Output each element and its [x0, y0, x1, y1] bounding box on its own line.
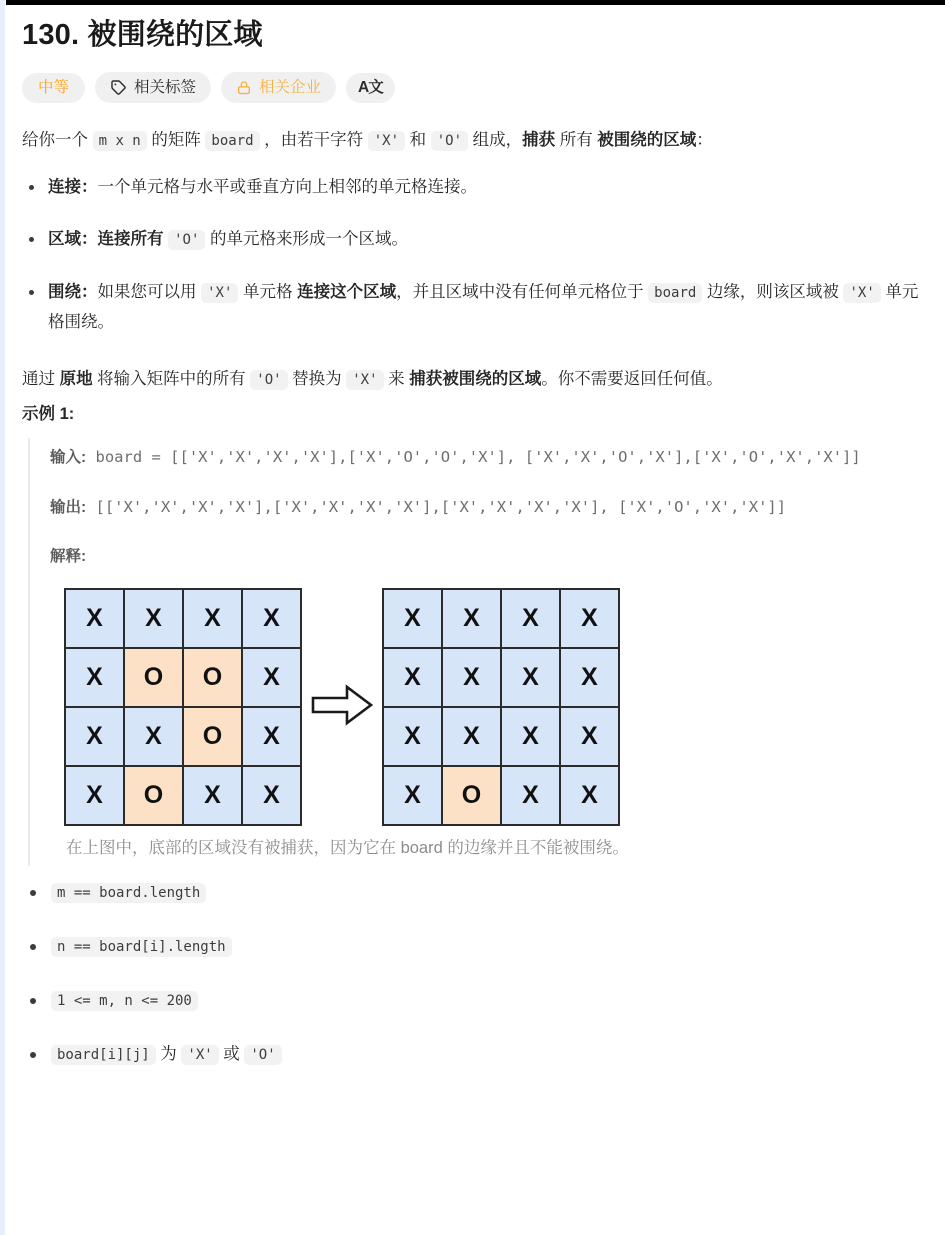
summary-text-4: 来: [383, 369, 410, 388]
rule-item-connect: [22, 172, 931, 203]
rule-bold-connect-region: 连接这个区域: [297, 282, 397, 301]
board-cell: X: [184, 590, 241, 647]
example-input-label: 输入:: [50, 449, 87, 467]
related-companies-label: 相关企业: [259, 79, 322, 96]
code-board: board: [205, 131, 259, 151]
rule-text-s3: ，并且区域中没有任何单元格位于: [396, 282, 649, 301]
example-diagram: [64, 588, 931, 826]
constraint-text-is: 为: [155, 1045, 182, 1064]
constraint-code-m: m == board.length: [51, 883, 206, 903]
summary-text-5: 。你不需要返回任何值。: [541, 369, 723, 388]
summary-bold-inplace: 原地: [59, 369, 93, 388]
board-cell: X: [502, 590, 559, 647]
rule-term-region: 区域：: [48, 230, 98, 249]
code-char-x-surround: 'X': [201, 283, 238, 303]
summary-text-1: 通过: [22, 369, 60, 388]
summary-text-2: 将输入矩阵中的所有: [92, 369, 251, 388]
board-cell: X: [502, 767, 559, 824]
board-cell: X: [384, 590, 441, 647]
board-cell: X: [125, 590, 182, 647]
constraint-item-m: [22, 878, 931, 906]
page-title: 130. 被围绕的区域: [22, 19, 263, 51]
rule-text-s1: 如果您可以用: [97, 282, 202, 301]
constraint-text-or: 或: [218, 1045, 245, 1064]
intro-text-4: 和: [405, 131, 431, 150]
code-board-surround: board: [648, 283, 702, 303]
example-output-line: [50, 492, 931, 523]
board-cell: X: [443, 590, 500, 647]
example-explain-label: 解释:: [50, 547, 87, 565]
intro-text-6: 所有: [555, 131, 598, 150]
intro-bold-regions: 被围绕的区域: [597, 131, 697, 150]
difficulty-label: 中等: [38, 79, 70, 96]
code-char-o: 'O': [431, 131, 468, 151]
board-cell: X: [502, 649, 559, 706]
intro-bold-capture: 捕获: [522, 131, 556, 150]
board-cell: X: [66, 649, 123, 706]
board-cell: X: [243, 590, 300, 647]
rule-item-region: [22, 224, 931, 255]
code-char-o-region: 'O': [168, 230, 205, 250]
related-tags-badge[interactable]: [95, 72, 211, 103]
rule-text-s5: 单元格围绕。: [48, 282, 919, 332]
translate-badge[interactable]: [346, 73, 395, 103]
related-tags-label: 相关标签: [134, 79, 197, 96]
rule-bold-connect-all: 连接所有: [97, 230, 164, 249]
translate-icon: A文: [358, 79, 383, 96]
board-cell: X: [243, 649, 300, 706]
rule-text-region: 的单元格来形成一个区域。: [209, 230, 408, 249]
intro-text-2: 的矩阵: [146, 131, 206, 150]
board-cell: X: [561, 767, 618, 824]
example-input-line: [50, 442, 931, 473]
board-cell: X: [66, 590, 123, 647]
board-cell: X: [66, 767, 123, 824]
constraint-item-values: [22, 1040, 931, 1068]
badge-row: [22, 72, 931, 103]
board-cell: X: [384, 708, 441, 765]
rule-term-surround: 围绕：: [48, 282, 98, 301]
board-cell: X: [384, 767, 441, 824]
tag-icon: [110, 79, 127, 96]
rules-list: [22, 172, 931, 338]
rule-text-s2: 单元格: [238, 282, 298, 301]
board-cell: O: [184, 708, 241, 765]
board-cell: X: [66, 708, 123, 765]
code-char-o-summary: 'O': [250, 370, 287, 390]
example-explain-line: [50, 541, 931, 572]
constraint-code-o: 'O': [244, 1045, 281, 1065]
board-cell: X: [561, 708, 618, 765]
example-heading: 示例 1:: [22, 405, 75, 424]
board-cell: X: [184, 767, 241, 824]
constraint-code-range: 1 <= m, n <= 200: [51, 991, 198, 1011]
board-cell: X: [443, 649, 500, 706]
example-note: 在上图中，底部的区域没有被捕获，因为它在 board 的边缘并且不能被围绕。: [66, 839, 629, 857]
problem-page: [6, 5, 945, 1094]
difficulty-badge[interactable]: [22, 73, 85, 103]
code-char-x-summary: 'X': [346, 370, 383, 390]
board-cell: X: [243, 767, 300, 824]
example-block: [28, 438, 931, 866]
code-m-x-n: m x n: [93, 131, 147, 151]
example-output-value: [['X','X','X','X'],['X','X','X','X'],['X','X','X','X'], ['X','O','X','X']]: [95, 497, 787, 516]
constraint-item-range: [22, 986, 931, 1014]
summary-bold-capture: 捕获被围绕的区域: [409, 369, 542, 388]
intro-text-7: ：: [696, 131, 713, 150]
intro-text-5: 组成，: [468, 131, 523, 150]
board-cell: X: [384, 649, 441, 706]
arrow-container: [302, 682, 382, 733]
intro-text-3: ，由若干字符: [259, 131, 368, 150]
rule-text-s4: 边缘，则该区域被: [702, 282, 844, 301]
board-grid-after: [382, 588, 620, 826]
lock-icon: [236, 79, 252, 96]
code-char-x: 'X': [368, 131, 405, 151]
board-grid-before: [64, 588, 302, 826]
rule-text-connect: 一个单元格与水平或垂直方向上相邻的单元格连接。: [97, 177, 477, 196]
constraint-code-cell: board[i][j]: [51, 1045, 156, 1065]
constraint-code-n: n == board[i].length: [51, 937, 232, 957]
related-companies-badge[interactable]: [221, 72, 336, 103]
board-cell: O: [184, 649, 241, 706]
board-cell: X: [502, 708, 559, 765]
example-output-label: 输出:: [50, 498, 87, 516]
intro-text-1: 给你一个: [22, 131, 93, 150]
board-cell: X: [561, 649, 618, 706]
board-cell: O: [443, 767, 500, 824]
board-cell: X: [443, 708, 500, 765]
board-cell: O: [125, 649, 182, 706]
constraint-code-x: 'X': [181, 1045, 218, 1065]
board-cell: X: [243, 708, 300, 765]
constraints-list: [22, 878, 931, 1068]
board-cell: X: [561, 590, 618, 647]
board-cell: O: [125, 767, 182, 824]
constraint-item-n: [22, 932, 931, 960]
summary-paragraph: [22, 364, 931, 395]
summary-text-3: 替换为: [287, 369, 347, 388]
rule-item-surround: [22, 277, 931, 338]
right-arrow-icon: [309, 682, 375, 733]
left-scroll-rail: [0, 0, 5, 1235]
board-cell: X: [125, 708, 182, 765]
rule-term-connect: 连接：: [48, 177, 98, 196]
example-input-value: board = [['X','X','X','X'],['X','O','O','X'], ['X','X','O','X'],['X','O','X','X']]: [95, 448, 861, 467]
code-char-x-surround-2: 'X': [843, 283, 880, 303]
intro-paragraph: [22, 125, 931, 156]
